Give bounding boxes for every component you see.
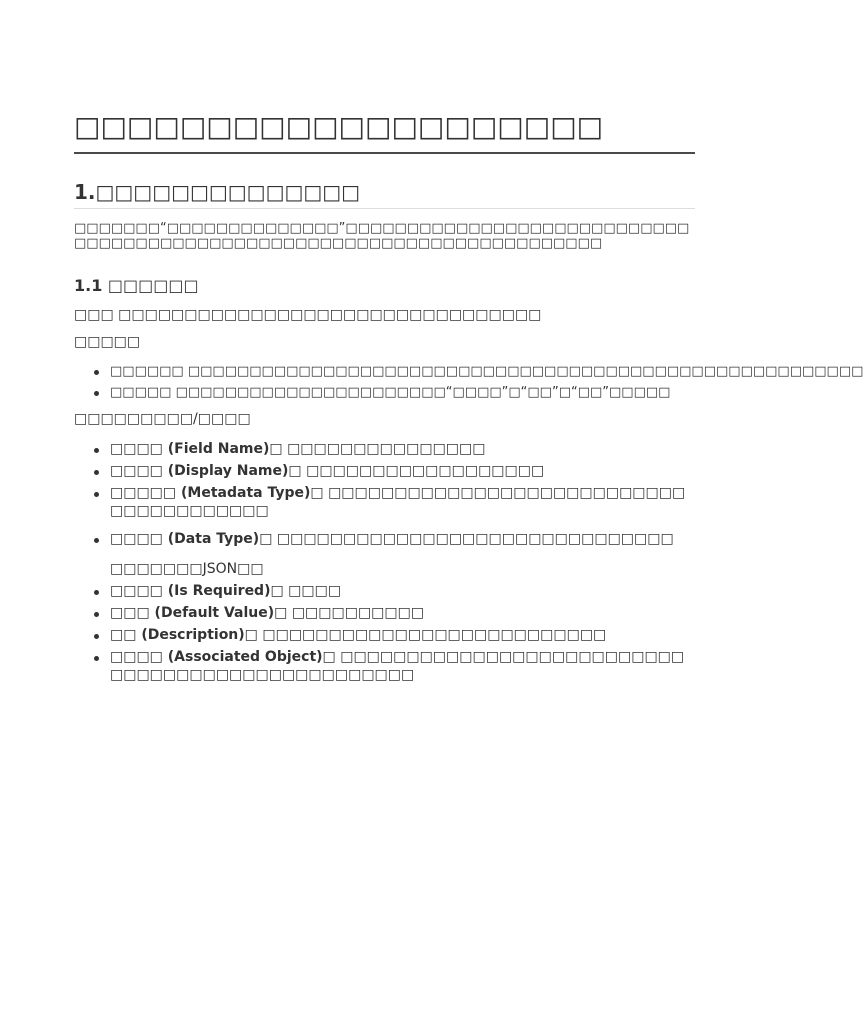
field-item [74, 462, 695, 480]
field-text: □□□□ [288, 583, 342, 599]
list-item [74, 384, 695, 401]
bullet-icon [94, 634, 99, 639]
bullet-icon [94, 612, 99, 617]
field-item [74, 582, 695, 600]
field-label: □□□ (Default Value)□ [110, 605, 288, 621]
field-label: □□□□□ (Metadata Type)□ [110, 485, 324, 501]
bullet-icon [94, 370, 99, 375]
field-item [74, 648, 695, 684]
field-item [74, 530, 695, 578]
overview-list [74, 363, 863, 401]
bullet-icon [94, 590, 99, 595]
bullet-icon [94, 470, 99, 475]
list-item-label: □□□□□ [110, 385, 172, 400]
bullet-icon [94, 448, 99, 453]
field-text: □□□□□□□□□□□□□□□□□□□□□□□□□□□□□□□□□□□□□□□□□□□□□□□□□ [110, 649, 685, 683]
list-item-label: □□□□□□ [110, 364, 184, 379]
field-label: □□□□ (Field Name)□ [110, 441, 283, 457]
list-item-text: □□□□□□□□□□□□□□□□□□□□□□□□□□□□□□□□□□□□□□□□□□□□□□□□□□□□□□□ [187, 364, 863, 379]
field-label: □□□□ (Associated Object)□ [110, 649, 336, 665]
field-text: □□□□□□□□□□□□□□□□□□□□□□□□□□ [262, 627, 607, 643]
field-item [74, 440, 695, 458]
subsection-line-2: □□□□□ [74, 334, 141, 350]
field-text: □□□□□□□□□□□□□□□□□□ [306, 463, 545, 479]
field-text: □□□□□□□□□□□□□□□□□□□□□□□□□□□□□□ [276, 531, 674, 547]
list-item [74, 363, 863, 380]
section-heading-1: 1.□□□□□□□□□□□□□□ [74, 178, 695, 209]
bullet-icon [94, 538, 99, 543]
bullet-icon [94, 492, 99, 497]
field-text: □□□□□□□□□□□□□□□ [287, 441, 486, 457]
subsection-line-1: □□□ □□□□□□□□□□□□□□□□□□□□□□□□□□□□□□□□ [74, 307, 542, 323]
document-body [74, 108, 863, 688]
field-text: □□□□□□□□□□□□□□□□□□□□□□□□□□□□□□□□□□□□□□□ [110, 485, 686, 519]
field-label: □□ (Description)□ [110, 627, 258, 643]
field-item [74, 484, 695, 520]
list-item-text: □□□□□□□□□□□□□□□□□□□□□□“□□□□”□“□□”□“□□”□□□□□ [175, 385, 671, 400]
field-list [74, 440, 695, 684]
document-title: □□□□□□□□□□□□□□□□□□□□ [74, 108, 695, 154]
field-item [74, 604, 695, 622]
bullet-icon [94, 391, 99, 396]
field-label: □□□□ (Data Type)□ [110, 531, 273, 547]
field-label: □□□□ (Is Required)□ [110, 583, 284, 599]
subsection-line-3: □□□□□□□□□/□□□□ [74, 411, 251, 427]
field-continuation: □□□□□□□JSON□□ [110, 561, 264, 577]
intro-paragraph: □□□□□□□“□□□□□□□□□□□□□□”□□□□□□□□□□□□□□□□□□□□□□□□□□□□□□□□□□□□□□□□□□□□□□□□□□□□□□□□□□□□□□□□□□□□□□□ [74, 221, 690, 251]
subsection-heading-1-1: 1.1 □□□□□□ [74, 276, 199, 295]
field-label: □□□□ (Display Name)□ [110, 463, 302, 479]
field-text: □□□□□□□□□□ [291, 605, 425, 621]
bullet-icon [94, 656, 99, 661]
field-item [74, 626, 695, 644]
